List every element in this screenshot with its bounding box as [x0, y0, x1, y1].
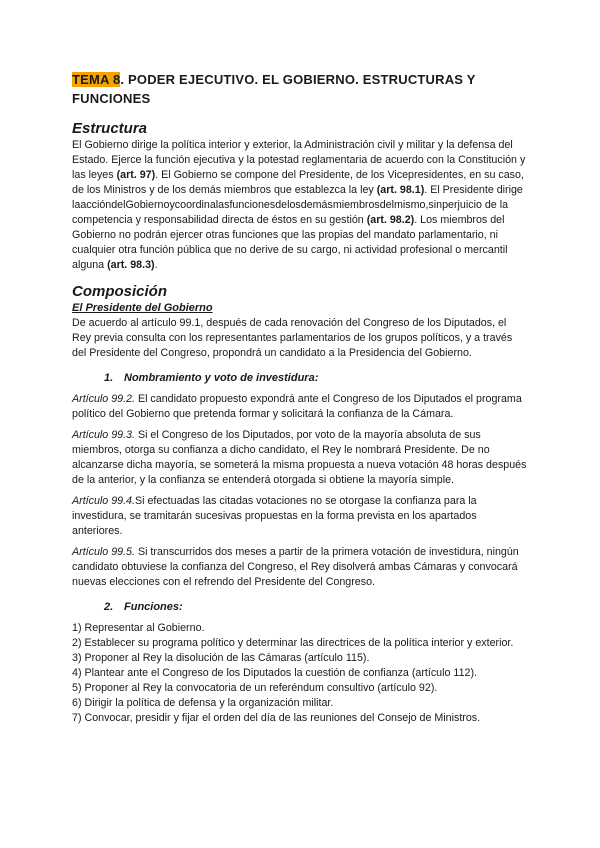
article-99-3: Artículo 99.3. Si el Congreso de los Diputados, por voto de la mayoría absoluta de sus miembros, otorga su confianza a dicho candidato, el Rey le nombrará Presidente. De no alcanzarse dicha mayoría, se someterá la misma propuesta a nueva votación 48 horas después de la anterior, y la confianza se entenderá otorgada si obtiene la mayoría simple.	[72, 429, 527, 486]
section-funciones-title: 2. Funciones:	[104, 601, 183, 613]
subheading-presidente: El Presidente del Gobierno	[72, 302, 213, 314]
list-item: 6) Dirigir la política de defensa y la organización militar.	[72, 697, 334, 709]
heading-estructura: Estructura	[72, 120, 148, 137]
funciones-list	[72, 621, 528, 726]
list-item: 4) Plantear ante el Congreso de los Diputados la cuestión de confianza (artículo 112).	[72, 667, 477, 679]
ref-art-98-3: (art. 98.3)	[107, 259, 155, 271]
article-99-2: Artículo 99.2. El candidato propuesto expondrá ante el Congreso de los Diputados el programa político del Gobierno que pretenda formar y solicitará la confianza de la Cámara.	[72, 393, 522, 420]
list-item: 3) Proponer al Rey la disolución de las Cámaras (artículo 115).	[72, 652, 370, 664]
ref-art-98-1: (art. 98.1)	[376, 184, 425, 196]
article-99-4: Artículo 99.4.Si efectuadas las citadas votaciones no se otorgase la confianza para la investidura, se tramitarán sucesivas propuestas en la forma prevista en los apartados anteriores.	[72, 495, 477, 537]
list-item: 1) Representar al Gobierno.	[72, 622, 205, 634]
title-highlight: TEMA 8	[72, 72, 121, 87]
title-text: . PODER EJECUTIVO. EL GOBIERNO. ESTRUCTURAS Y FUNCIONES	[72, 72, 476, 106]
estructura-paragraph: El Gobierno dirige la política interior y exterior, la Administración civil y militar y la defensa del Estado. Ejerce la función ejecutiva y la potestad reglamentaria de acuerdo con la Constitución y las leyes (art. 97). El Gobierno se compone del Presidente, de los Vicepresidentes, en su caso, de los Ministros y de los demás miembros que establezca la ley (art. 98.1). El Presidente dirige laaccióndelGobiernoycoordinalasfuncionesdelosdemásmiembrosdelmismo,sinperjuicio de la competencia y responsabilidad directa de éstos en su gestión (art. 98.2). Los miembros del Gobierno no podrán ejercer otras funciones que las propias del mandato parlamentario, ni cualquier otra función pública que no derive de su cargo, ni actividad profesional o mercantil alguna (art. 98.3).	[72, 139, 526, 271]
heading-composicion: Composición	[72, 283, 168, 300]
list-item: 5) Proponer al Rey la convocatoria de un referéndum consultivo (artículo 92).	[72, 682, 438, 694]
section-nombramiento-title: 1. Nombramiento y voto de investidura:	[104, 372, 319, 384]
list-item: 2) Establecer su programa político y determinar las directrices de la política interior y exterior.	[72, 637, 514, 649]
ref-art-98-2: (art. 98.2)	[366, 214, 415, 226]
list-item: 7) Convocar, presidir y fijar el orden del día de las reuniones del Consejo de Ministros.	[72, 712, 481, 724]
ref-art-97: (art. 97)	[116, 169, 156, 181]
composicion-intro: De acuerdo al artículo 99.1, después de cada renovación del Congreso de los Diputados, el Rey previa consulta con los representantes parlamentarios de los grupos políticos, y a través del Presidente del Congreso, propondrá un candidato a la Presidencia del Gobierno.	[72, 317, 513, 359]
page-title	[72, 70, 528, 108]
article-99-5: Artículo 99.5. Si transcurridos dos meses a partir de la primera votación de investidura, ningún candidato obtuviese la confianza del Congreso, el Rey disolverá ambas Cámaras y convocará nuevas elecciones con el refrendo del Presidente del Congreso.	[72, 546, 519, 588]
